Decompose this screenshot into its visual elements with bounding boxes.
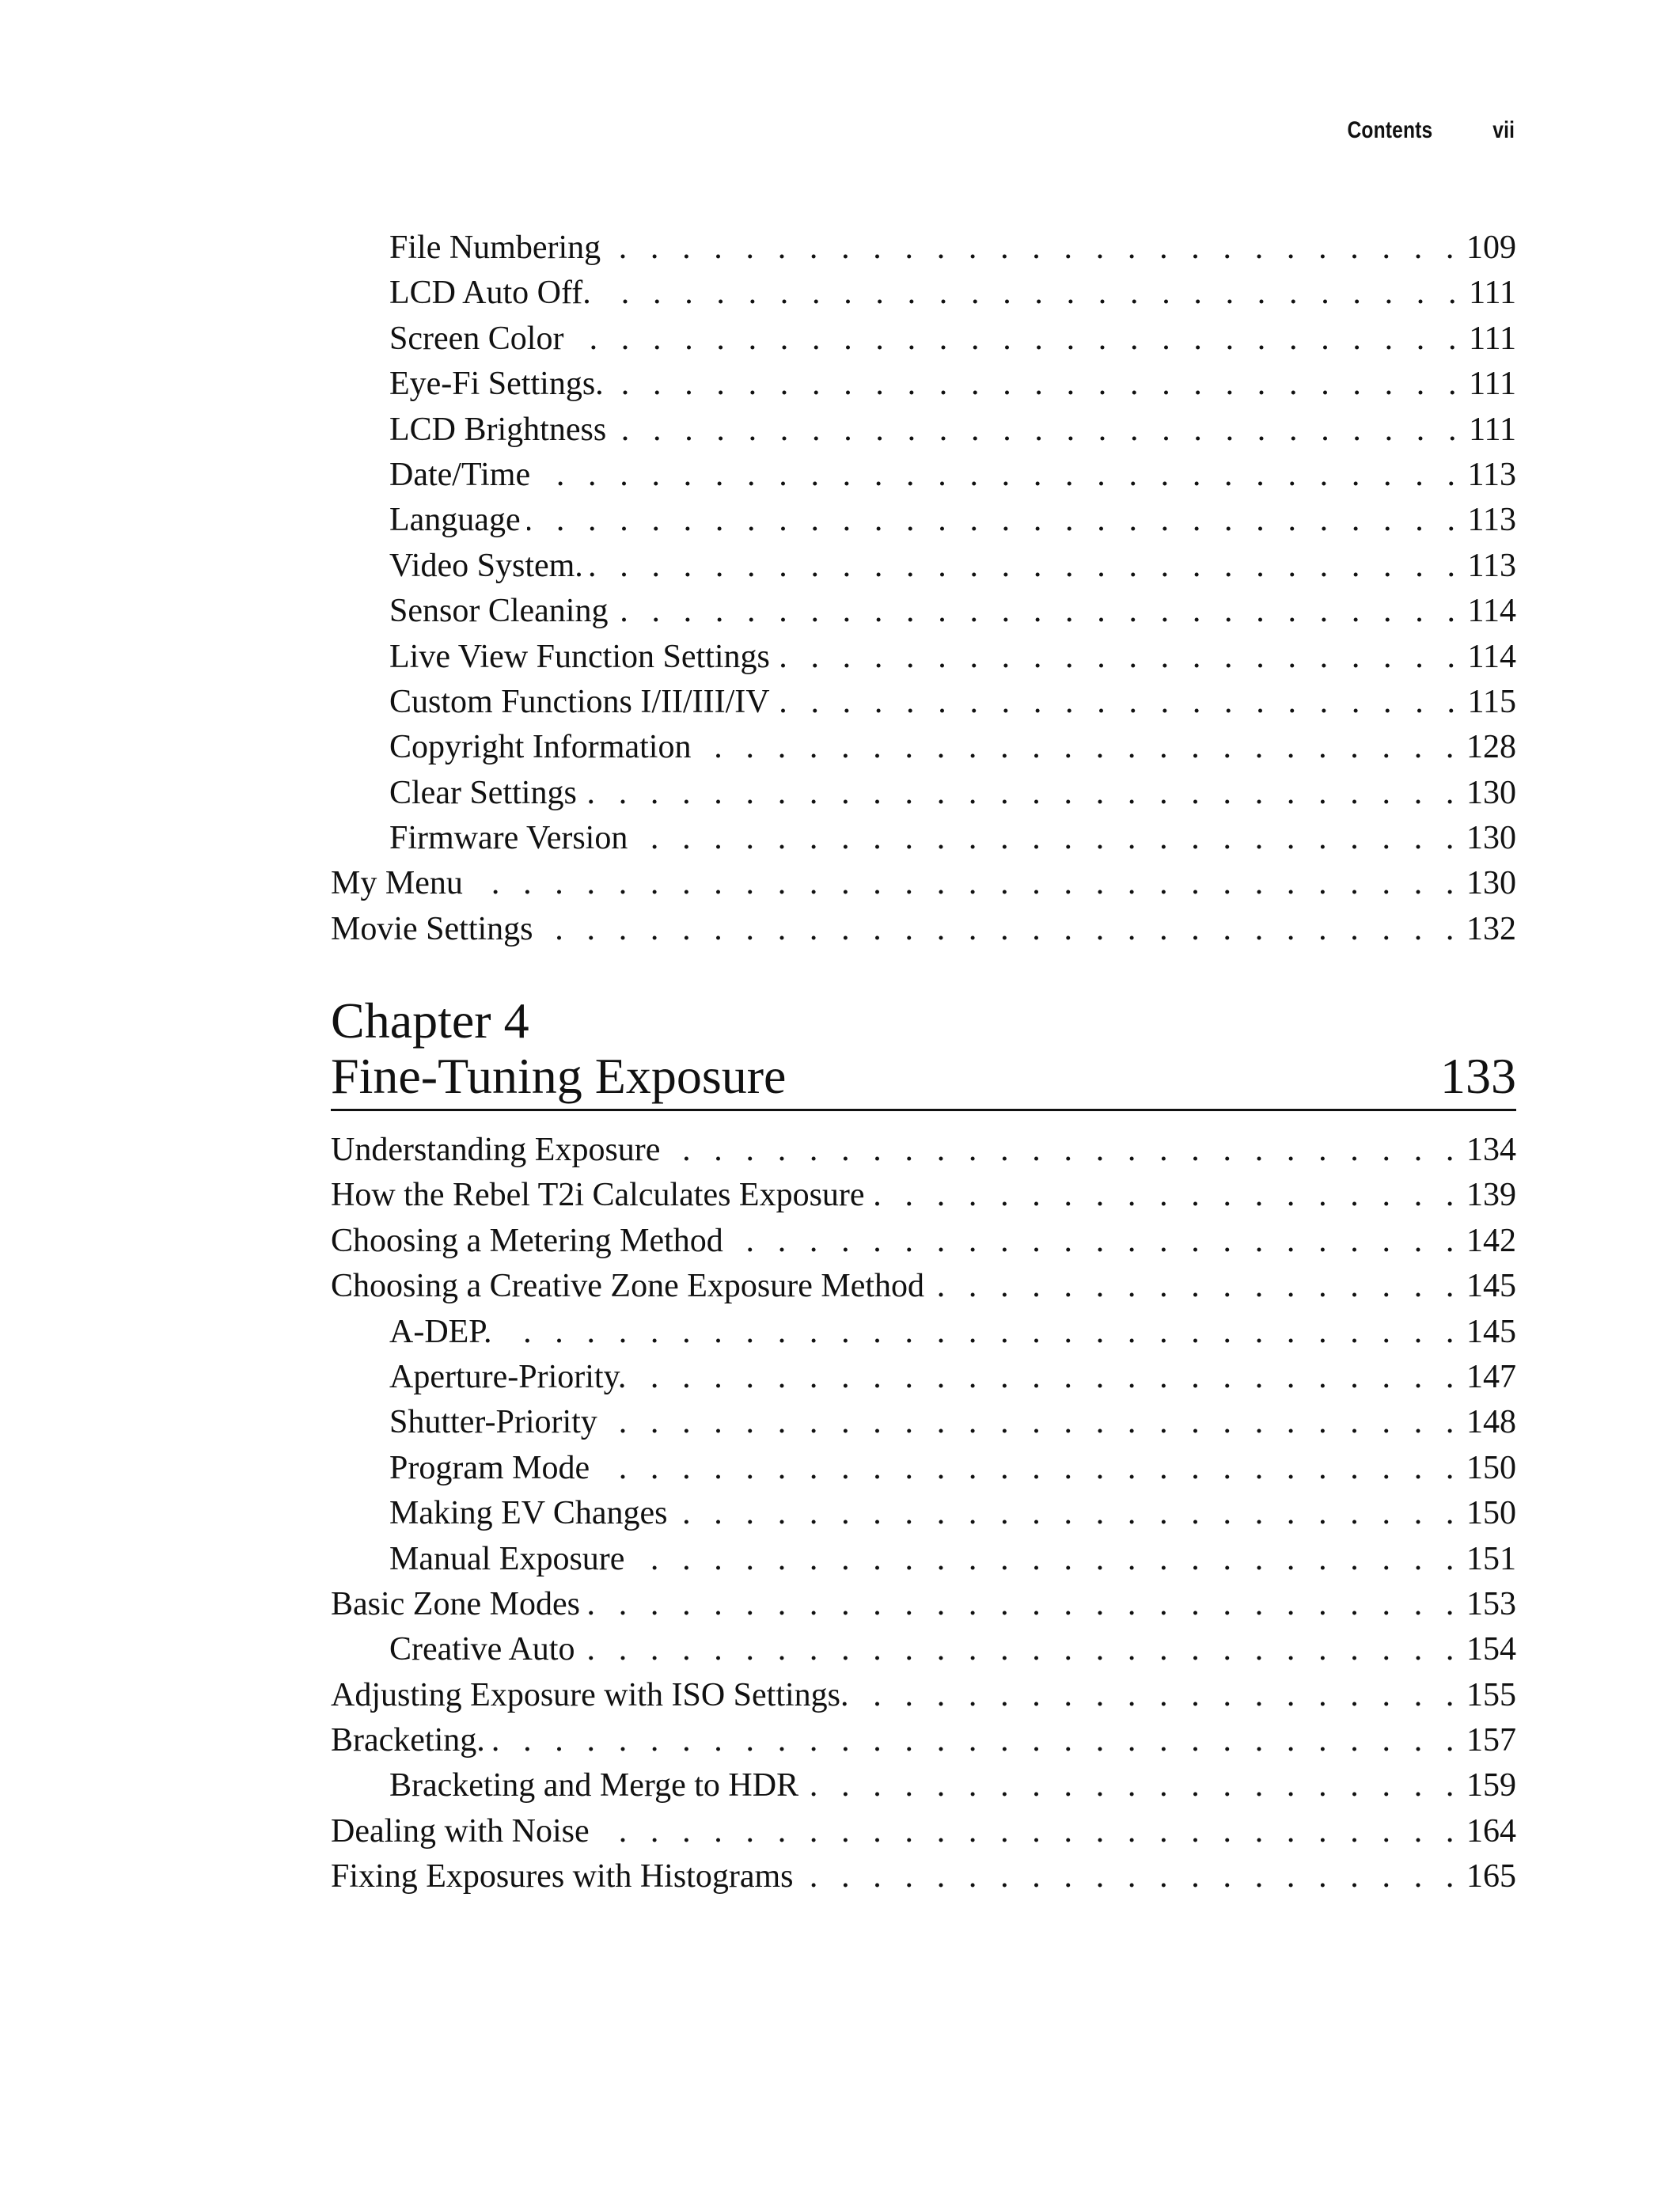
toc-entry [331, 1173, 1516, 1218]
toc-dot-leader [871, 1173, 1462, 1218]
toc-entry-title: Program Mode [389, 1449, 590, 1486]
toc-list-part2 [331, 1128, 1516, 1900]
toc-entry [331, 1355, 1516, 1400]
toc-entry [331, 589, 1516, 634]
toc-entry-title: Understanding Exposure [331, 1132, 661, 1168]
toc-entry [331, 1537, 1516, 1582]
toc-dot-leader [540, 907, 1462, 952]
toc-entry [331, 1582, 1516, 1627]
toc-entry [331, 271, 1516, 316]
toc-dot-leader [469, 861, 1462, 906]
toc-dot-leader [537, 453, 1462, 498]
toc-entry-title: Live View Function Settings [389, 638, 770, 675]
toc-entry-page: 111 [1469, 275, 1516, 312]
toc-entry-title: Language [389, 502, 521, 539]
toc-dot-leader [931, 1264, 1462, 1309]
toc-entry [331, 498, 1516, 543]
toc-entry-title: LCD Brightness [389, 411, 607, 448]
toc-entry [331, 1400, 1516, 1445]
toc-dot-leader [631, 1537, 1462, 1582]
running-head-folio: vii [1492, 117, 1515, 143]
toc-entry [331, 1673, 1516, 1718]
toc-entry-title: Movie Settings [331, 910, 533, 947]
chapter-title: Fine-Tuning Exposure [331, 1048, 787, 1104]
toc-entry-page: 142 [1466, 1222, 1516, 1259]
toc-dot-leader [604, 1400, 1462, 1445]
toc-entry-title: Copyright Information [389, 729, 692, 766]
toc-dot-leader [596, 1809, 1462, 1854]
toc-entry-title: Date/Time [389, 456, 531, 493]
chapter-title-row [331, 1049, 1516, 1111]
toc-entry-page: 113 [1467, 547, 1516, 584]
toc-entry-page: 155 [1466, 1676, 1516, 1713]
toc-entry-page: 151 [1466, 1540, 1516, 1577]
toc-dot-leader [607, 226, 1462, 271]
toc-entry-page: 132 [1466, 910, 1516, 947]
toc-entry-page: 157 [1466, 1722, 1516, 1759]
toc-entry-page: 139 [1466, 1177, 1516, 1214]
toc-entry [331, 1627, 1516, 1672]
toc-entry-title: LCD Auto Off. [389, 275, 591, 312]
toc-entry [331, 408, 1516, 453]
toc-entry-title: Making EV Changes [389, 1495, 668, 1532]
toc-entry-page: 111 [1469, 366, 1516, 403]
toc-entry-page: 111 [1469, 320, 1516, 357]
toc-list-part1 [331, 226, 1516, 952]
toc-entry-title: Video System. [389, 547, 583, 584]
toc-entry-title: Custom Functions I/II/III/IV [389, 683, 770, 720]
toc-entry [331, 725, 1516, 770]
toc-entry-page: 114 [1467, 593, 1516, 630]
toc-entry-title: Choosing a Metering Method [331, 1222, 723, 1259]
toc-entry [331, 226, 1516, 271]
toc-entry [331, 317, 1516, 362]
toc-entry [331, 771, 1516, 816]
toc-dot-leader [527, 498, 1463, 543]
toc-dot-leader [596, 1446, 1462, 1491]
toc-entry-title: Dealing with Noise [331, 1812, 590, 1850]
toc-dot-leader [776, 635, 1463, 680]
toc-entry [331, 544, 1516, 589]
toc-entry-title: Choosing a Creative Zone Exposure Method [331, 1268, 925, 1305]
toc-entry-page: 130 [1466, 865, 1516, 902]
toc-entry-page: 115 [1467, 683, 1516, 720]
toc-entry [331, 635, 1516, 680]
toc-dot-leader [800, 1854, 1462, 1899]
toc-entry-title: Creative Auto [389, 1631, 575, 1668]
toc-entry-title: Fixing Exposures with Histograms [331, 1858, 794, 1895]
running-head [1347, 117, 1515, 144]
toc-entry-title: Basic Zone Modes [331, 1585, 580, 1622]
toc-dot-leader [613, 408, 1464, 453]
toc-dot-leader [491, 1718, 1462, 1763]
toc-entry-title: Shutter-Priority [389, 1404, 597, 1441]
toc-entry [331, 907, 1516, 952]
toc-dot-leader [499, 1310, 1462, 1355]
toc-entry [331, 1763, 1516, 1808]
toc-entry-page: 165 [1466, 1858, 1516, 1895]
running-head-section: Contents [1347, 117, 1433, 143]
toc-dot-leader [597, 271, 1464, 316]
toc-entry-page: 128 [1466, 729, 1516, 766]
toc-entry-title: Manual Exposure [389, 1540, 625, 1577]
toc-entry-page: 159 [1466, 1767, 1516, 1804]
toc-dot-leader [570, 317, 1464, 362]
toc-entry-title: Eye-Fi Settings. [389, 366, 604, 403]
toc-dot-leader [581, 1627, 1462, 1672]
toc-entry-page: 154 [1466, 1631, 1516, 1668]
toc-entry [331, 680, 1516, 725]
toc-entry [331, 362, 1516, 407]
toc-entry [331, 1491, 1516, 1536]
toc-entry [331, 816, 1516, 861]
toc-entry-title: My Menu [331, 865, 463, 902]
toc-entry [331, 453, 1516, 498]
toc-dot-leader [697, 725, 1462, 770]
toc-entry-page: 150 [1466, 1449, 1516, 1486]
toc-entry-title: A-DEP. [389, 1313, 492, 1350]
toc-dot-leader [855, 1673, 1462, 1718]
toc-dot-leader [586, 1582, 1462, 1627]
toc-dot-leader [666, 1128, 1462, 1173]
toc-dot-leader [674, 1491, 1462, 1536]
toc-entry-page: 113 [1467, 502, 1516, 539]
toc-dot-leader [614, 589, 1462, 634]
toc-entry [331, 1310, 1516, 1355]
toc-entry-page: 164 [1466, 1812, 1516, 1850]
toc-entry-title: File Numbering [389, 230, 601, 266]
toc-entry-page: 113 [1467, 456, 1516, 493]
chapter-label: Chapter 4 [331, 992, 529, 1049]
toc-entry-page: 147 [1466, 1358, 1516, 1395]
toc-dot-leader [632, 1355, 1462, 1400]
toc-entry-title: Aperture-Priority. [389, 1358, 627, 1395]
toc-dot-leader [730, 1219, 1462, 1264]
toc-entry-page: 134 [1466, 1132, 1516, 1168]
toc-entry-page: 130 [1466, 774, 1516, 811]
toc-entry-title: Clear Settings [389, 774, 577, 811]
toc-entry-title: Firmware Version [389, 820, 628, 857]
toc-dot-leader [805, 1763, 1462, 1808]
toc-entry-page: 145 [1466, 1313, 1516, 1350]
toc-entry [331, 1854, 1516, 1899]
toc-entry [331, 861, 1516, 906]
toc-entry [331, 1128, 1516, 1173]
toc-entry [331, 1718, 1516, 1763]
toc-entry-title: Sensor Cleaning [389, 593, 609, 630]
toc-entry [331, 1809, 1516, 1854]
toc-entry-page: 114 [1467, 638, 1516, 675]
toc-entry-title: How the Rebel T2i Calculates Exposure [331, 1177, 865, 1214]
toc-entry-page: 153 [1466, 1585, 1516, 1622]
toc-entry-page: 148 [1466, 1404, 1516, 1441]
toc-entry [331, 1219, 1516, 1264]
toc-entry-page: 111 [1469, 411, 1516, 448]
chapter-page-number: 133 [1440, 1048, 1516, 1104]
toc-dot-leader [776, 680, 1463, 725]
toc-entry-page: 145 [1466, 1268, 1516, 1305]
toc-dot-leader [634, 816, 1462, 861]
toc-entry-title: Adjusting Exposure with ISO Settings. [331, 1676, 849, 1713]
toc-entry-title: Bracketing. [331, 1722, 485, 1759]
toc-entry-page: 150 [1466, 1495, 1516, 1532]
toc-dot-leader [610, 362, 1464, 407]
toc-dot-leader [583, 771, 1462, 816]
toc-entry-page: 109 [1466, 230, 1516, 266]
toc-entry-title: Bracketing and Merge to HDR [389, 1767, 799, 1804]
toc-dot-leader [590, 544, 1463, 589]
chapter-heading [331, 993, 1516, 1111]
toc-entry-page: 130 [1466, 820, 1516, 857]
toc-entry-title: Screen Color [389, 320, 564, 357]
toc-entry [331, 1264, 1516, 1309]
toc-entry [331, 1446, 1516, 1491]
